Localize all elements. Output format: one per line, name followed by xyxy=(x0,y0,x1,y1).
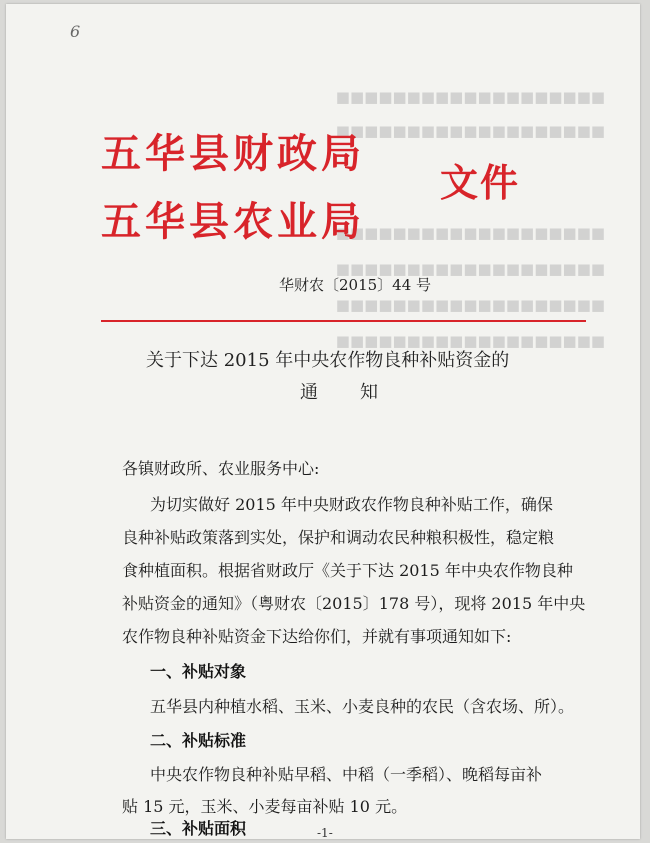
paragraph-line: 农作物良种补贴资金下达给你们，并就有事项通知如下: xyxy=(122,627,512,646)
title-line-1: 关于下达 2015 年中央农作物良种补贴资金的 xyxy=(146,350,510,371)
show-through-text: ■■■■■■■■■■■■■■■■■■■ xyxy=(336,296,606,314)
section-line: 中央农作物良种补贴早稻、中稻（一季稻）、晚稻每亩补 xyxy=(150,765,543,784)
show-through-text: ■■■■■■■■■■■■■■■■■■■ xyxy=(336,260,606,278)
letterhead-suffix: 文件 xyxy=(440,161,521,205)
paragraph-line: 食种植面积。根据省财政厅《关于下达 2015 年中央农作物良种 xyxy=(122,561,573,580)
letterhead-line-2: 五华县农业局 xyxy=(101,199,365,245)
red-divider xyxy=(101,320,586,322)
show-through-text: ■■■■■■■■■■■■■■■■■■■ xyxy=(336,122,606,140)
letterhead-line-1: 五华县财政局 xyxy=(101,131,365,177)
document-number: 华财农〔2015〕44 号 xyxy=(279,276,432,294)
page-number: -1- xyxy=(317,826,333,840)
handwritten-mark: 6 xyxy=(70,22,81,41)
section-heading: 一、补贴对象 xyxy=(150,662,247,681)
paragraph-line: 补贴资金的通知》（粤财农〔2015〕178 号），现将 2015 年中央 xyxy=(122,594,586,613)
addressee: 各镇财政所、农业服务中心: xyxy=(122,459,320,478)
document-page xyxy=(6,4,640,839)
paragraph-line: 良种补贴政策落到实处，保护和调动农民种粮积极性，稳定粮 xyxy=(122,528,555,547)
section-heading: 三、补贴面积 xyxy=(150,819,247,838)
paragraph-line: 为切实做好 2015 年中央财政农作物良种补贴工作，确保 xyxy=(150,495,553,514)
show-through-text: ■■■■■■■■■■■■■■■■■■■ xyxy=(336,88,606,106)
title-line-2: 通 知 xyxy=(300,382,380,403)
show-through-text: ■■■■■■■■■■■■■■■■■■■ xyxy=(336,224,606,242)
section-line: 贴 15 元，玉米、小麦每亩补贴 10 元。 xyxy=(122,797,408,816)
show-through-text: ■■■■■■■■■■■■■■■■■■■ xyxy=(336,332,606,350)
section-heading: 二、补贴标准 xyxy=(150,731,247,750)
section-line: 五华县内种植水稻、玉米、小麦良种的农民（含农场、所）。 xyxy=(150,697,575,716)
